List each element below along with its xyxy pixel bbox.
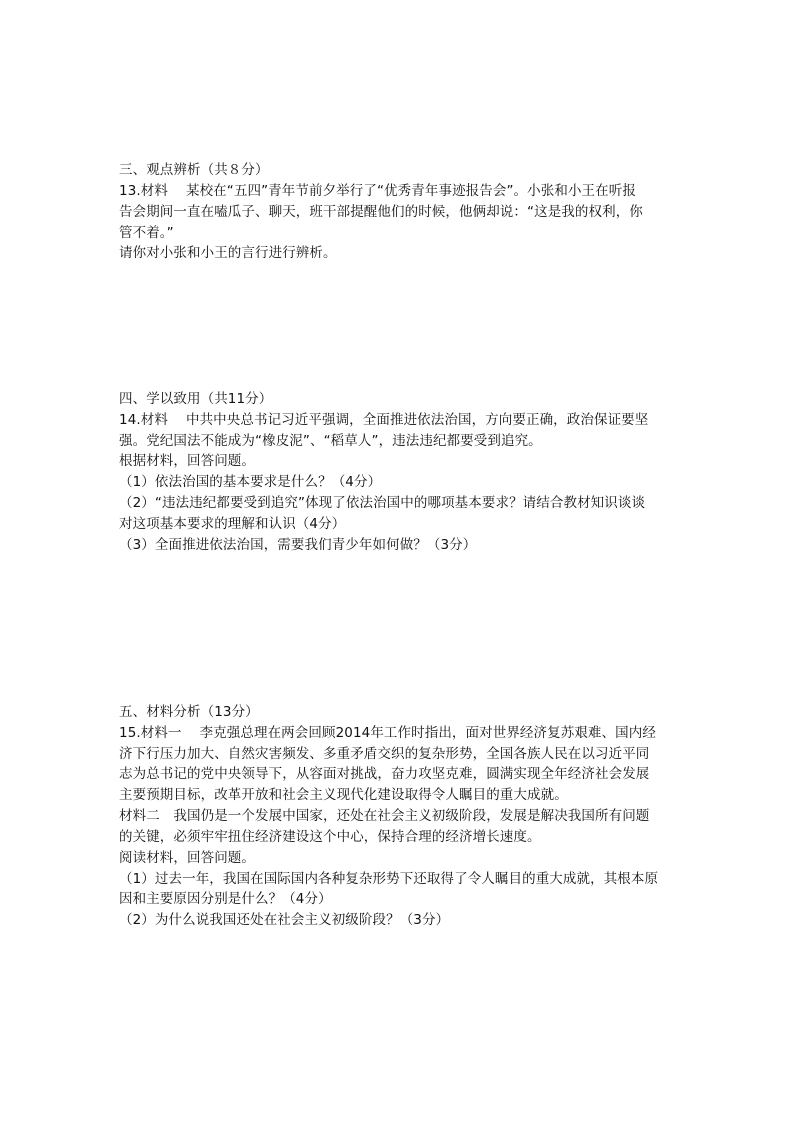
question-14-line-2: 强。党纪国法不能成为“橡皮泥”、“稻草人”，违法违纪都要受到追究。: [119, 433, 542, 449]
question-15-text: 李克强总理在两会回顾2014年工作时指出，面对世界经济复苏艰难、国内经: [199, 725, 656, 741]
question-13-label: 13.材料: [119, 183, 168, 199]
question-13-line-1: [119, 181, 679, 202]
question-15-sub-1-line-2: 因和主要原因分别是什么？（4分）: [119, 891, 332, 907]
question-14-line-1: [119, 410, 679, 431]
section-4-heading: 四、学以致用（共11分）: [119, 391, 273, 407]
question-13-line-3: 管不着。”: [119, 225, 174, 241]
question-14-prompt: 根据材料，回答问题。: [119, 453, 255, 469]
question-15-line-1: [119, 723, 679, 744]
question-15-line-4: 主要预期目标，改革开放和社会主义现代化建设取得令人瞩目的重大成就。: [119, 787, 568, 803]
question-13-line-2: 告会期间一直在嗑瓜子、聊天，班干部提醒他们的时候，他俩却说：“这是我的权利，你: [119, 204, 643, 220]
question-15-label: 15.材料一: [119, 725, 182, 741]
question-14-label: 14.材料: [119, 412, 168, 428]
question-13-text: 某校在“五四”青年节前夕举行了“优秀青年事迹报告会”。小张和小王在听报: [185, 183, 636, 199]
question-14-text: 中共中央总书记习近平强调，全面推进依法治国，方向要正确，政治保证要坚: [185, 412, 649, 428]
section-3-heading: 三、观点辨析（共８分）: [119, 162, 269, 178]
question-15-line-3: 志为总书记的党中央领导下，从容面对挑战，奋力攻坚克难，圆满实现全年经济社会发展: [119, 766, 650, 782]
question-15-sub-1-line-1: （1）过去一年，我国在国际国内各种复杂形势下还取得了令人瞩目的重大成就，其根本原: [119, 871, 659, 887]
question-15-sub-2: （2）为什么说我国还处在社会主义初级阶段？（3分）: [119, 912, 450, 928]
question-15-line-2: 济下行压力加大、自然灾害频发、多重矛盾交织的复杂形势，全国各族人民在以习近平同: [119, 746, 650, 762]
question-14-sub-3: （3）全面推进依法治国，需要我们青少年如何做？（3分）: [119, 537, 477, 553]
question-15-prompt: 阅读材料，回答问题。: [119, 850, 255, 866]
section-5-heading: 五、材料分析（13分）: [119, 704, 259, 720]
question-14-sub-2-line-2: 对这项基本要求的理解和认识（4分）: [119, 516, 346, 532]
question-15-material-2-line-2: 的关键，必须牢牢扭住经济建设这个中心，保持合理的经济增长速度。: [119, 829, 541, 845]
question-13-prompt: 请你对小张和小王的言行进行辨析。: [119, 245, 337, 261]
question-15-material-2-line-1: 材料二 我国仍是一个发展中国家，还处在社会主义初级阶段，发展是解决我国所有问题: [119, 808, 650, 824]
question-14-sub-2-line-1: （2）“违法违纪都要受到追究”体现了依法治国中的哪项基本要求？请结合教材知识谈谈: [119, 495, 646, 511]
question-14-sub-1: （1）依法治国的基本要求是什么？（4分）: [119, 474, 382, 490]
